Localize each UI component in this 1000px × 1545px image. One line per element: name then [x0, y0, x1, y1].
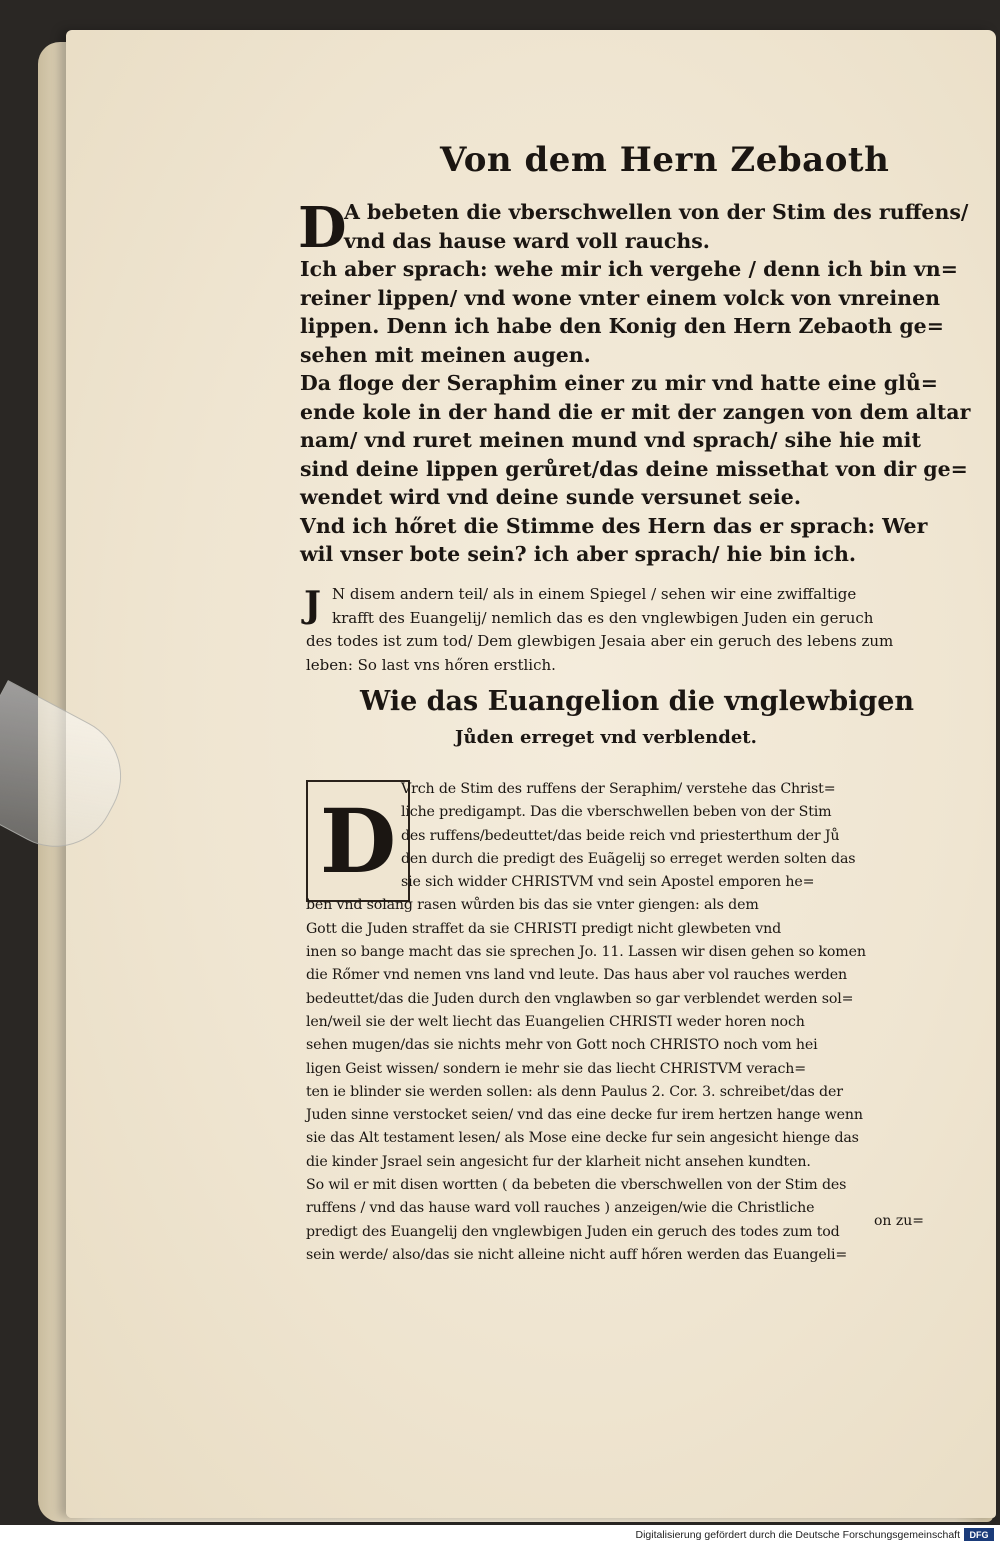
scripture-passage [298, 195, 971, 569]
body-line: predigt des Euangelij den vnglewbigen Juden ein geruch des todes zum tod [306, 1223, 840, 1240]
scripture-line: vnd das hause ward voll rauchs. [344, 228, 710, 253]
commentary-line: des todes ist zum tod/ Dem glewbigen Jesaia aber ein geruch des lebens zum [306, 632, 894, 650]
scripture-line: Da floge der Seraphim einer zu mir vnd hatte eine glů= [300, 371, 938, 395]
commentary-line: leben: So last vns hőren erstlich. [306, 655, 556, 674]
body-line: len/weil sie der welt liecht das Euangelien CHRISTI weder horen noch [306, 1013, 805, 1030]
scripture-line: nam/ vnd ruret meinen mund vnd sprach/ sihe hie mit [300, 428, 921, 452]
body-line: sein werde/ also/das sie nicht alleine nicht auff hőren werden das Euangeli= [306, 1246, 848, 1263]
scripture-line: A bebeten die vberschwellen von der Stim des ruffens/ [344, 200, 969, 224]
decorated-initial-d: D [306, 780, 410, 902]
commentary-initial: J [304, 584, 322, 626]
scripture-line: ende kole in der hand die er mit der zangen von dem altar [300, 399, 971, 424]
body-line: Gott die Juden straffet da sie CHRISTI predigt nicht glewbeten vnd [306, 920, 782, 937]
body-line: inen so bange macht das sie sprechen Jo. 11. Lassen wir disen gehen so komen [306, 944, 866, 961]
body-line: die kinder Jsrael sein angesicht fur der klarheit nicht ansehen kundten. [306, 1153, 811, 1170]
scripture-line: lippen. Denn ich habe den Konig den Hern Zebaoth ge= [300, 314, 944, 338]
commentary-paragraph [306, 583, 926, 677]
body-line: Juden sinne verstocket seien/ vnd das eine decke fur irem hertzen hange wenn [306, 1107, 863, 1124]
scripture-line: reiner lippen/ vnd wone vnter einem volck von vnreinen [300, 285, 941, 310]
scripture-line: wil vnser bote sein? ich aber sprach/ hie bin ich. [300, 542, 857, 566]
page-heading: Von dem Hern Zebaoth [440, 140, 890, 180]
body-line: ruffens / vnd das hause ward voll rauches ) anzeigen/wie die Christliche [306, 1200, 815, 1217]
body-line: sehen mugen/das sie nichts mehr von Gott noch CHRISTO noch vom hei [306, 1037, 818, 1054]
body-line: Vrch de Stim des ruffens der Seraphim/ verstehe das Christ= [401, 781, 836, 797]
body-line: bedeuttet/das die Juden durch den vnglawben so gar verblendet werden sol= [306, 990, 854, 1007]
body-line: liche predigampt. Das die vberschwellen beben von der Stim [401, 804, 832, 821]
catchword: on zu= [874, 1213, 925, 1229]
body-paragraph [306, 778, 936, 1267]
funding-credit: Digitalisierung gefördert durch die Deutsche Forschungsgemeinschaft [635, 1529, 960, 1541]
body-line: des ruffens/bedeuttet/das beide reich vnd priesterthum der Jů [401, 827, 840, 844]
scripture-initial: D [298, 195, 347, 261]
commentary-line: krafft des Euangelij/ nemlich das es den vnglewbigen Juden ein geruch [332, 608, 874, 627]
body-line: ben vnd solang rasen wůrden bis das sie vnter giengen: als dem [306, 897, 759, 914]
body-line: ten ie blinder sie werden sollen: als denn Paulus 2. Cor. 3. schreibet/das der [306, 1083, 843, 1100]
scripture-line: Vnd ich hőret die Stimme des Hern das er sprach: Wer [300, 513, 928, 538]
section-subtitle: Jůden erreget vnd verblendet. [455, 727, 757, 748]
body-line: sie sich widder CHRISTVM vnd sein Apostel emporen he= [401, 874, 815, 891]
section-title: Wie das Euangelion die vnglewbigen [360, 686, 915, 717]
dfg-logo: DFG [964, 1528, 994, 1541]
body-line: die Rőmer vnd nemen vns land vnd leute. Das haus aber vol rauches werden [306, 967, 848, 984]
scripture-line: Ich aber sprach: wehe mir ich vergehe / denn ich bin vn= [300, 257, 958, 281]
body-line: sie das Alt testament lesen/ als Mose eine decke fur sein angesicht hienge das [306, 1130, 859, 1147]
body-line: den durch die predigt des Euãgelij so erreget werden solten das [401, 850, 856, 867]
scripture-line: wendet wird vnd deine sunde versunet seie. [300, 485, 801, 509]
digitization-footer [0, 1525, 1000, 1545]
scripture-line: sind deine lippen gerůret/das deine missethat von dir ge= [300, 456, 968, 481]
body-line: So wil er mit disen wortten ( da bebeten die vberschwellen von der Stim des [306, 1177, 847, 1194]
commentary-line: N disem andern teil/ als in einem Spiegel / sehen wir eine zwiffaltige [332, 585, 857, 603]
scripture-line: sehen mit meinen augen. [300, 342, 591, 367]
body-line: ligen Geist wissen/ sondern ie mehr sie das liecht CHRISTVM verach= [306, 1060, 806, 1077]
